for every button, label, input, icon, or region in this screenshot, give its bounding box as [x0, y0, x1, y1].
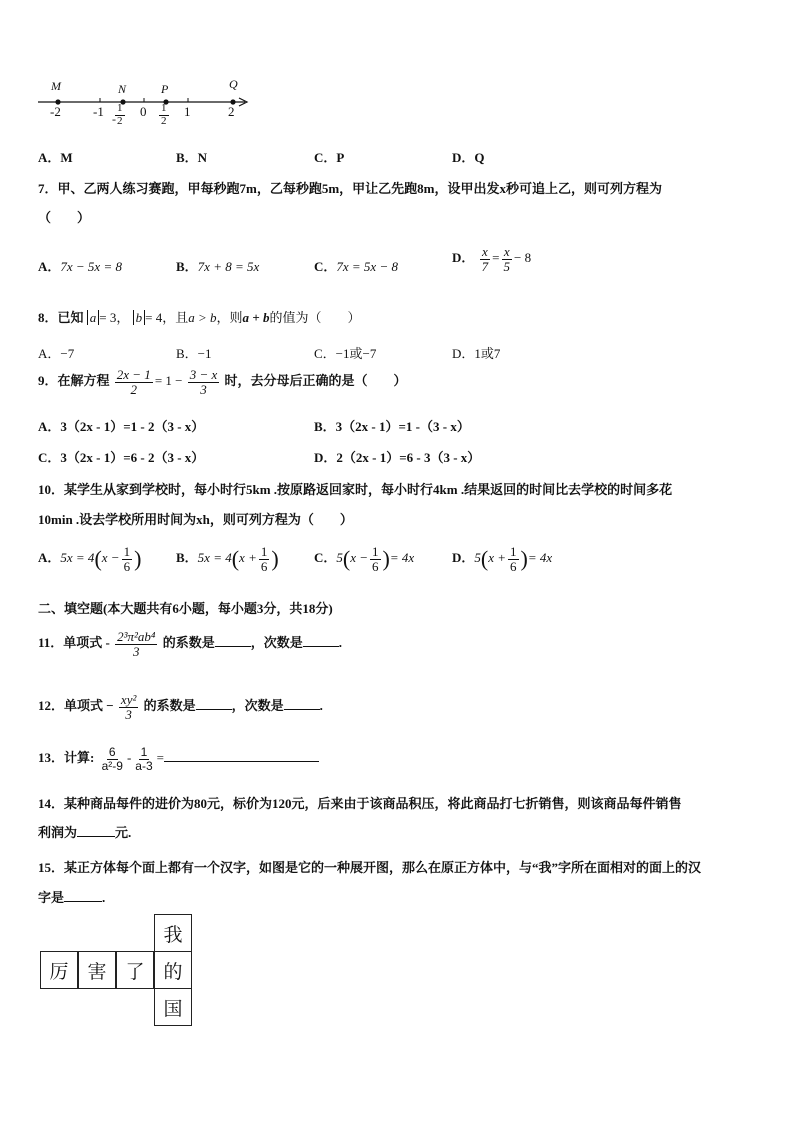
q7-option-a[interactable]: A．7x − 5x = 8	[38, 259, 122, 274]
label-p: P	[161, 82, 169, 96]
section-heading: 二、填空题(本大题共有6小题，每小题3分，共18分)	[38, 601, 333, 616]
q9-stem: 9．在解方程 $\frac{2x - 1}{2}$ = 1 − $\frac{3 - x}{3}$ 时，去分母后正确的是（ ）	[38, 367, 407, 397]
q7-option-d[interactable]: D． $\frac{x}{7}$ = $\frac{x}{5}$ − 8	[452, 244, 532, 274]
q11: 11．单项式 - $\frac{\text{2³π²ab⁴}}{3}$ 的系数是 ，次数是 .	[38, 629, 342, 659]
tick-half: $\frac{1}{2}$	[161, 102, 167, 127]
q8-option-c[interactable]: C．−1或−7	[314, 346, 377, 361]
tick-neg2: -2	[50, 104, 61, 119]
q12: 12．单项式 − $\frac{\text{xy²}}{3}$ 的系数是 ，次数是 .	[38, 692, 323, 722]
cube-face-bottom: 国	[154, 988, 192, 1026]
tick-neg-sign: -	[112, 112, 116, 126]
q13: 13．计算: $\frac{6}{\text{a²-9}}$ - $\frac{1}{a-3}$ =	[38, 746, 319, 772]
tick-1: 1	[184, 104, 191, 119]
label-m: M	[51, 79, 61, 93]
q10-option-b[interactable]: B．5x = 4(x + $\frac{1}{6}$ )	[176, 544, 279, 574]
q10-option-d[interactable]: D．5(x + $\frac{1}{6}$ )= 4x	[452, 544, 553, 574]
q12-blank-coefficient[interactable]	[196, 709, 232, 710]
q13-blank-answer[interactable]	[164, 761, 319, 762]
q7-option-b[interactable]: B．7x + 8 = 5x	[176, 259, 260, 274]
q10-line2: 10min .设去学校所用时间为xh，则可列方程为（ ）	[38, 512, 353, 527]
q15-blank-answer[interactable]	[64, 901, 102, 902]
tick-neg-half: $\frac{1}{2}$	[117, 102, 123, 127]
q11-blank-coefficient[interactable]	[215, 646, 251, 647]
cube-face-4: 的	[154, 951, 192, 989]
cube-net-figure	[40, 914, 194, 1026]
q8-option-b[interactable]: B．−1	[176, 346, 212, 361]
q10-option-c[interactable]: C．5(x − $\frac{1}{6}$ )= 4x	[314, 544, 415, 574]
q7-paren: （ ）	[38, 210, 91, 225]
q7-stem: 7．甲、乙两人练习赛跑，甲每秒跑7m，乙每秒跑5m，甲让乙先跑8m，设甲出发x秒可追上乙，则可列方程为	[38, 181, 662, 196]
q14-line2: 利润为 元.	[38, 825, 132, 840]
tick-neg1: -1	[93, 104, 104, 119]
q6-option-b[interactable]: B．N	[176, 150, 208, 165]
q8-option-d[interactable]: D．1或7	[452, 346, 501, 361]
q15-line1: 15．某正方体每个面上都有一个汉字，如图是它的一种展开图，那么在原正方体中，与“我”字所在面相对的面上的汉	[38, 860, 702, 875]
q11-blank-degree[interactable]	[303, 646, 339, 647]
cube-face-2: 害	[78, 951, 116, 989]
tick-2: 2	[228, 104, 235, 119]
q9-option-d[interactable]: D．2（2x - 1）=6 - 3（3 - x）	[314, 450, 481, 465]
label-n: N	[118, 82, 127, 96]
q10-line1: 10．某学生从家到学校时，每小时行5km .按原路返回家时，每小时行4km .结果返回的时间比去学校的时间多花	[38, 482, 673, 497]
tick-0: 0	[140, 104, 147, 119]
q9-option-b[interactable]: B．3（2x - 1）=1 -（3 - x）	[314, 419, 470, 434]
q10-option-a[interactable]: A．5x = 4(x − $\frac{1}{6}$ )	[38, 544, 142, 574]
q14-blank-profit[interactable]	[77, 836, 115, 837]
q8-stem: 8．已知 a = 3， b = 4，且a > b，则a + b的值为（ ）	[38, 310, 361, 325]
q9-option-a[interactable]: A．3（2x - 1）=1 - 2（3 - x）	[38, 419, 205, 434]
label-q: Q	[229, 77, 238, 91]
q15-line2: 字是 .	[38, 890, 106, 905]
q6-option-d[interactable]: D．Q	[452, 150, 485, 165]
number-line-figure	[30, 70, 260, 135]
cube-face-3: 了	[116, 951, 154, 989]
q14-line1: 14．某种商品每件的进价为80元，标价为120元，后来由于该商品积压，将此商品打七折销售，则该商品每件销售	[38, 796, 682, 811]
cube-face-top: 我	[154, 914, 192, 952]
q9-option-c[interactable]: C．3（2x - 1）=6 - 2（3 - x）	[38, 450, 205, 465]
q7-option-c[interactable]: C．7x = 5x − 8	[314, 259, 398, 274]
q12-blank-degree[interactable]	[284, 709, 320, 710]
cube-face-1: 厉	[40, 951, 78, 989]
q6-option-c[interactable]: C．P	[314, 150, 345, 165]
q6-option-a[interactable]: A．M	[38, 150, 73, 165]
q8-option-a[interactable]: A．−7	[38, 346, 75, 361]
